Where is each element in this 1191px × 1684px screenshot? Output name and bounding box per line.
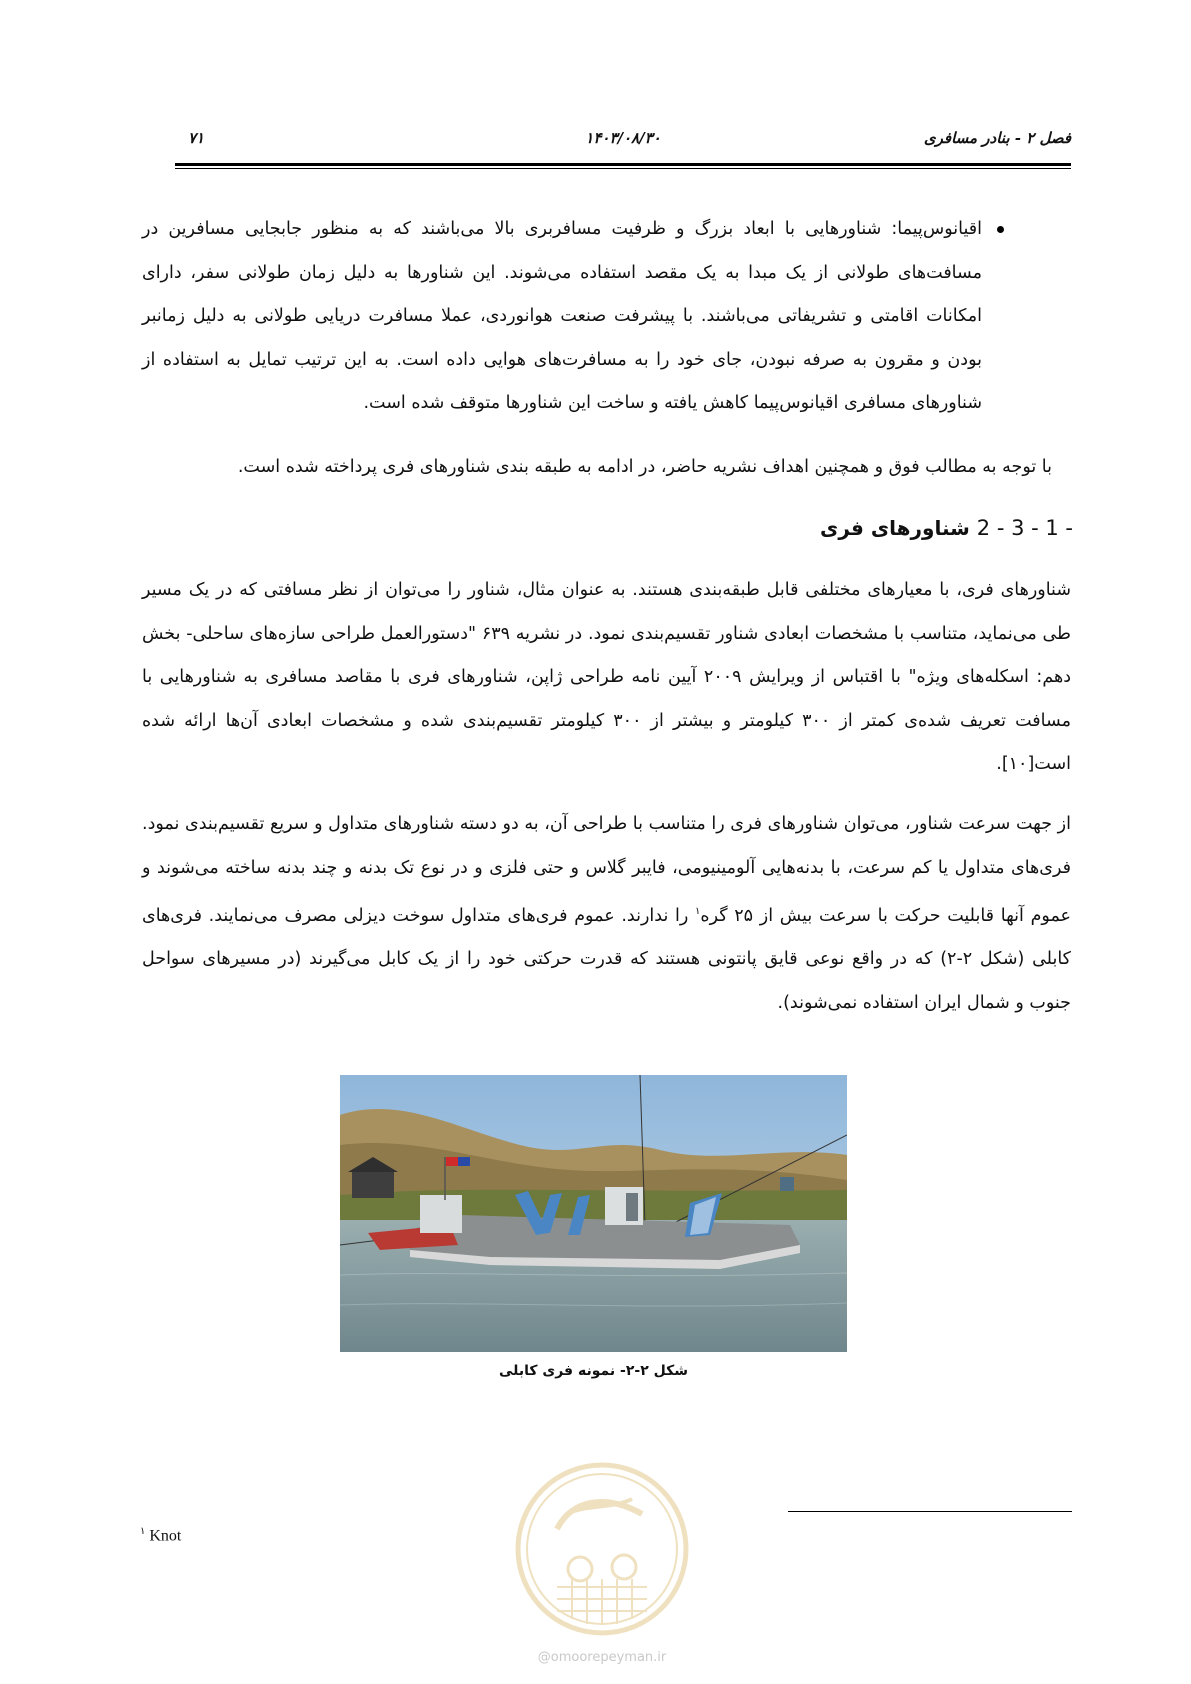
bullet-dot-icon	[997, 226, 1004, 233]
header-date: ۱۴۰۳/۰۸/۳۰	[585, 129, 661, 147]
section-number: 2 - 3 - 1 -	[976, 516, 1073, 540]
page-number: ۷۱	[188, 129, 205, 147]
page-header	[175, 129, 1071, 155]
footnote-reference: ۱	[695, 906, 701, 917]
watermark-text: @omoorepeyman.ir	[537, 1650, 667, 1665]
section-title: شناورهای فری	[820, 516, 970, 540]
footnote	[140, 1526, 181, 1545]
bullet-paragraph: اقیانوس‌پیما: شناورهایی با ابعاد بزرگ و ظرفیت مسافربری بالا می‌باشند که به منظور جابجایی مسافرین در مسافت‌های طولانی از یک مبدا به یک مقصد استفاده می‌شوند. این شناورها به دلیل زمان طولانی سفر، دارای امکانات اقامتی و تشریفاتی می‌باشند. با پیشرفت صنعت هوانوردی، عملا مسافرت دریایی طولانی به دلیل زمانبر بودن و مقرون به صرفه نبودن، جای خود را به مسافرت‌های هوایی داده است. به این ترتیب تمایل به استفاده از شناورهای مسافری اقیانوس‌پیما کاهش یافته و ساخت این شناورها متوقف شده است.	[142, 219, 982, 413]
section-heading	[820, 516, 1073, 540]
paragraph-speed-part1: از جهت سرعت شناور، می‌توان شناورهای فری را متناسب با طراحی آن، به دو دسته شناورهای متداول و سریع تقسیم‌بندی نمود. فری‌های متداول یا کم سرعت، با بدنه‌هایی آلومینیومی، فایبر گلاس و حتی فلزی و در نوع تک بدنه و چند بدنه ساخته می‌شوند و عموم آنها قابلیت حرکت با سرعت بیش از ۲۵ گره	[142, 814, 1072, 926]
intro-line: با توجه به مطالب فوق و همچنین اهداف نشریه حاضر، در ادامه به طبقه بندی شناورهای فری پرداخته شده است.	[237, 457, 1052, 477]
paragraph-speed	[142, 803, 1071, 1025]
footnote-rule	[788, 1511, 1072, 1512]
header-rule-thick	[175, 163, 1071, 166]
chapter-title: فصل ۲ - بنادر مسافری	[923, 129, 1071, 147]
watermark-logo	[512, 1459, 692, 1639]
paragraph-speed-part2: را ندارند. عموم فری‌های متداول سوخت دیزلی مصرف می‌نمایند. فری‌های کابلی (شکل ۲-۲) که در واقع نوعی قایق پانتونی هستند که قدرت حرکتی خود را از یک کابل می‌گیرند (در مسیرهای سواحل جنوب و شمال ایران استفاده نمی‌شوند).	[142, 905, 1071, 1013]
figure-caption: شکل ۲-۲- نمونه فری کابلی	[498, 1363, 689, 1379]
header-rule-thin	[175, 168, 1071, 169]
cable-ferry-photo	[340, 1075, 847, 1352]
footnote-text: Knot	[149, 1527, 182, 1545]
footnote-marker: ۱	[140, 1526, 146, 1537]
paragraph-classification: شناورهای فری، با معیارهای مختلفی قابل طبقه‌بندی هستند. به عنوان مثال، شناور را می‌توان از نظر مسافتی که در یک مسیر طی می‌نماید، متناسب با مشخصات ابعادی شناور تقسیم‌بندی نمود. در نشریه ۶۳۹ "دستورالعمل طراحی سازه‌های ساحلی- بخش دهم: اسکله‌های ویژه" با اقتباس از ویرایش ۲۰۰۹ آیین نامه طراحی ژاپن، شناورهای فری با مقاصد مسافری به شناورهایی با مسافت تعریف شده‌ی کمتر از ۳۰۰ کیلومتر و بیشتر از ۳۰۰ کیلومتر تقسیم‌بندی شده و مشخصات ابعادی آن‌ها ارائه شده است[۱۰].	[142, 580, 1071, 774]
